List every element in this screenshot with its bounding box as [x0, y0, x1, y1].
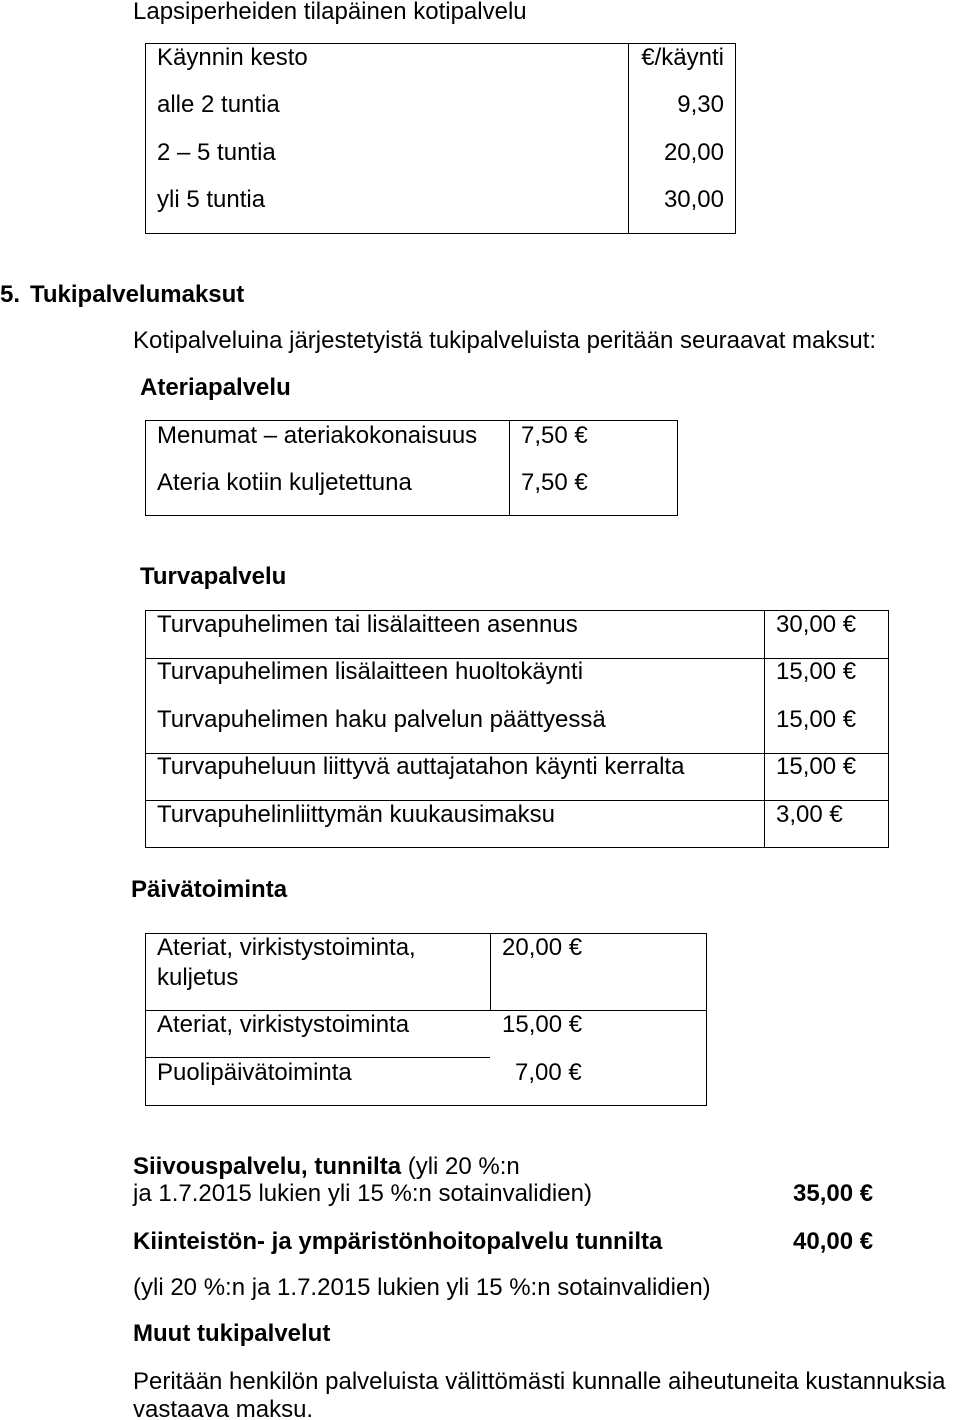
- table-cell-price: 9,30: [677, 91, 724, 118]
- kiinteisto-price: 40,00 €: [793, 1228, 874, 1255]
- muut-heading: Muut tukipalvelut: [133, 1320, 331, 1347]
- table-cell-price: 20,00 €: [502, 934, 583, 961]
- table-cell-price: 7,00 €: [515, 1059, 582, 1086]
- table-cell-label: Ateriat, virkistystoiminta: [157, 1011, 410, 1038]
- column-divider: [509, 420, 510, 516]
- section-title: Tukipalvelumaksut: [30, 281, 245, 308]
- table-cell-label: Ateriat, virkistystoiminta, kuljetus: [157, 934, 416, 991]
- table-cell-label: Turvapuhelimen tai lisälaitteen asennus: [157, 611, 578, 638]
- table-cell-price: 20,00: [663, 139, 724, 166]
- muut-text-line: Peritään henkilön palveluista välittömästi kunnalle aiheutuneita kustannuksia: [133, 1368, 946, 1395]
- table-cell-label: Turvapuhelimen lisälaitteen huoltokäynti: [157, 658, 584, 685]
- kiinteisto-note: (yli 20 %:n ja 1.7.2015 lukien yli 15 %:n sotainvalidien): [133, 1274, 711, 1301]
- table-cell-price: 3,00 €: [776, 801, 843, 828]
- siivous-title: [133, 1155, 520, 1179]
- table-header-duration: Käynnin kesto: [157, 44, 308, 71]
- table-cell-price: 30,00 €: [776, 611, 857, 638]
- kotipalvelu-title: Lapsiperheiden tilapäinen kotipalvelu: [133, 0, 527, 25]
- column-divider: [764, 610, 765, 848]
- muut-text-line: vastaava maksu.: [133, 1398, 314, 1420]
- table-cell-duration: yli 5 tuntia: [157, 186, 266, 213]
- table-cell-price: 15,00 €: [776, 753, 857, 780]
- table-cell-price: 15,00 €: [776, 706, 857, 733]
- turvapalvelu-heading: Turvapalvelu: [140, 563, 287, 590]
- siivous-title-bold: Siivouspalvelu, tunnilta: [133, 1153, 402, 1180]
- table-cell-price: 30,00: [663, 186, 724, 213]
- table-cell-label: Ateria kotiin kuljetettuna: [157, 469, 412, 496]
- column-divider: [490, 933, 491, 1010]
- kiinteisto-title: Kiinteistön- ja ympäristönhoitopalvelu tunnilta: [133, 1228, 663, 1255]
- siivous-condition: ja 1.7.2015 lukien yli 15 %:n sotainvalidien): [133, 1180, 592, 1207]
- table-cell-duration: 2 – 5 tuntia: [157, 139, 276, 166]
- table-cell-price: 7,50 €: [521, 469, 588, 496]
- column-divider: [628, 43, 629, 234]
- siivous-title-rest: (yli 20 %:n: [407, 1153, 520, 1180]
- table-cell-price: 15,00 €: [502, 1011, 583, 1038]
- table-cell-label: Turvapuhelinliittymän kuukausimaksu: [157, 801, 555, 828]
- table-cell-price: 7,50 €: [521, 422, 588, 449]
- ateriapalvelu-heading: Ateriapalvelu: [140, 374, 291, 401]
- table-cell-label: Menumat – ateriakokonaisuus: [157, 422, 478, 449]
- siivous-price: 35,00 €: [793, 1180, 874, 1207]
- table-header-price: €/käynti: [641, 44, 724, 71]
- section-number: 5.: [0, 281, 21, 308]
- row-divider: [145, 1057, 490, 1058]
- table-cell-label: Turvapuheluun liittyvä auttajatahon käynti kerralta: [157, 753, 685, 780]
- table-cell-label: Puolipäivätoiminta: [157, 1059, 352, 1086]
- table-cell-label: Turvapuhelimen haku palvelun päättyessä: [157, 706, 606, 733]
- section-intro: Kotipalveluina järjestetyistä tukipalveluista peritään seuraavat maksut:: [133, 327, 877, 354]
- paivatoiminta-heading: Päivätoiminta: [131, 876, 288, 903]
- table-cell-price: 15,00 €: [776, 658, 857, 685]
- table-cell-duration: alle 2 tuntia: [157, 91, 280, 118]
